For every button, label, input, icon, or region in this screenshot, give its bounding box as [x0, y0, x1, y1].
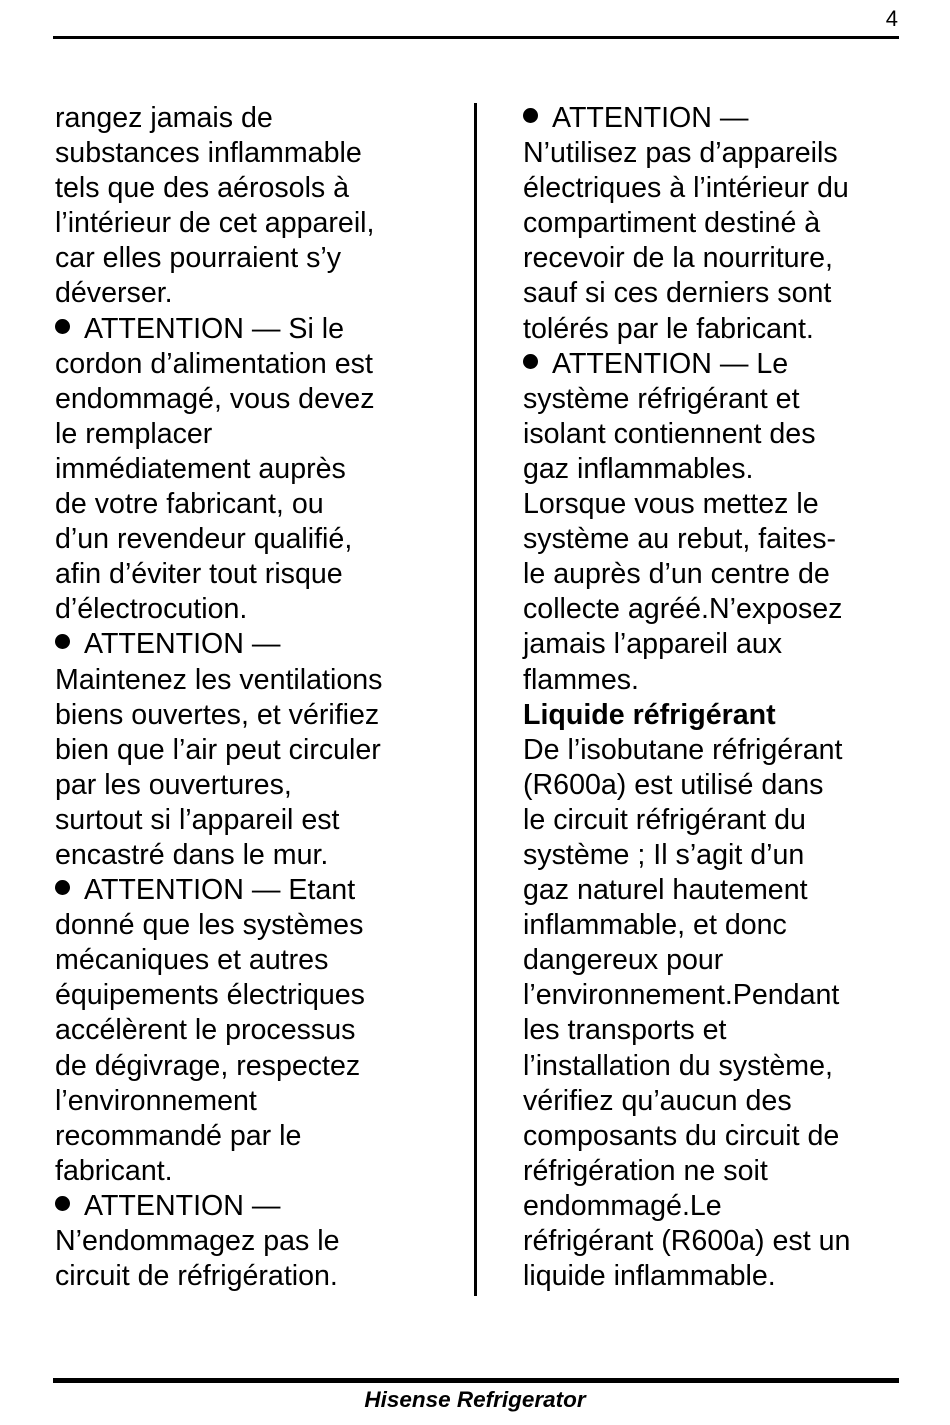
bullet-icon	[55, 319, 70, 334]
line-text: ATTENTION —	[84, 1189, 281, 1222]
text-line	[55, 452, 460, 487]
line-text: composants du circuit de	[523, 1119, 840, 1152]
line-text: réfrigération ne soit	[523, 1154, 768, 1187]
line-text: compartiment destiné à	[523, 207, 821, 240]
text-line	[523, 312, 918, 347]
line-text: Maintenez les ventilations	[55, 663, 383, 696]
text-line	[523, 382, 918, 417]
line-text: tolérés par le fabricant.	[523, 312, 814, 345]
text-line	[55, 557, 460, 592]
line-text: flammes.	[523, 663, 639, 696]
text-line	[55, 698, 460, 733]
text-line	[55, 592, 460, 627]
text-line	[55, 382, 460, 417]
line-text: ATTENTION — Etant	[84, 874, 356, 907]
line-text: l’intérieur de cet appareil,	[55, 207, 375, 240]
text-line	[55, 1154, 460, 1189]
text-line	[523, 627, 918, 662]
bullet-icon	[523, 354, 538, 369]
text-line	[55, 522, 460, 557]
text-line	[55, 1119, 460, 1154]
line-text: accélèrent le processus	[55, 1014, 356, 1047]
line-text: recevoir de la nourriture,	[523, 242, 833, 275]
left-column	[55, 101, 460, 1294]
text-line	[523, 417, 918, 452]
text-line	[523, 1259, 918, 1294]
line-text: biens ouvertes, et vérifiez	[55, 698, 380, 731]
line-text: endommagé, vous devez	[55, 382, 375, 415]
text-line	[523, 592, 918, 627]
text-line	[523, 768, 918, 803]
text-line	[55, 943, 460, 978]
page-number: 4	[885, 6, 898, 31]
bullet-line	[55, 873, 460, 908]
footer-rule	[53, 1378, 899, 1383]
text-line	[523, 1154, 918, 1189]
line-text: substances inflammable	[55, 137, 362, 170]
line-text: fabricant.	[55, 1154, 173, 1187]
line-text: liquide inflammable.	[523, 1260, 776, 1293]
text-line	[55, 487, 460, 522]
line-text: circuit de réfrigération.	[55, 1260, 338, 1293]
line-text: l’installation du système,	[523, 1049, 833, 1082]
line-text: d’électrocution.	[55, 593, 248, 626]
line-text: déverser.	[55, 277, 173, 310]
line-text: le auprès d’un centre de	[523, 558, 830, 591]
text-line	[523, 733, 918, 768]
text-line	[55, 803, 460, 838]
bullet-line	[55, 312, 460, 347]
line-text: gaz naturel hautement	[523, 874, 808, 907]
bullet-icon	[55, 1196, 70, 1211]
bullet-icon	[55, 880, 70, 895]
line-text: afin d’éviter tout risque	[55, 558, 343, 591]
text-line	[523, 838, 918, 873]
line-text: car elles pourraient s’y	[55, 242, 342, 275]
text-line	[55, 136, 460, 171]
section-heading	[523, 698, 918, 733]
line-text: réfrigérant (R600a) est un	[523, 1225, 851, 1257]
line-text: collecte agréé.N’exposez	[523, 593, 843, 626]
footer-brand: Hisense Refrigerator	[364, 1387, 586, 1412]
text-line	[55, 417, 460, 452]
text-line	[523, 1084, 918, 1119]
line-text: mécaniques et autres	[55, 944, 329, 977]
text-line	[55, 347, 460, 382]
text-line	[523, 452, 918, 487]
text-line	[523, 171, 918, 206]
line-text: système au rebut, faites-	[523, 523, 837, 556]
line-text: le circuit réfrigérant du	[523, 803, 806, 836]
bullet-line	[55, 627, 460, 662]
line-text: inflammable, et donc	[523, 909, 787, 942]
text-line	[523, 136, 918, 171]
line-text: système ; Il s’agit d’un	[523, 838, 805, 871]
line-text: gaz inflammables.	[523, 452, 754, 485]
text-line	[55, 241, 460, 276]
text-line	[55, 733, 460, 768]
text-line	[523, 1049, 918, 1084]
line-text: sauf si ces derniers sont	[523, 277, 832, 310]
line-text: (R600a) est utilisé dans	[523, 768, 824, 801]
line-text: surtout si l’appareil est	[55, 803, 340, 836]
line-text: tels que des aérosols à	[55, 172, 350, 205]
text-line	[523, 978, 918, 1013]
text-line	[523, 803, 918, 838]
line-text: cordon d’alimentation est	[55, 347, 373, 380]
text-line	[55, 978, 460, 1013]
line-text: système réfrigérant et	[523, 382, 800, 415]
line-text: par les ouvertures,	[55, 768, 292, 801]
text-line	[55, 908, 460, 943]
text-line	[523, 241, 918, 276]
line-text: l’environnement.Pendant	[523, 979, 840, 1012]
text-line	[523, 206, 918, 241]
text-line	[523, 873, 918, 908]
line-text: dangereux pour	[523, 944, 724, 977]
line-text: ATTENTION —	[84, 628, 281, 661]
line-text: rangez jamais de	[55, 102, 273, 134]
line-text: de dégivrage, respectez	[55, 1049, 361, 1082]
line-text: électriques à l’intérieur du	[523, 172, 849, 205]
line-text: immédiatement auprès	[55, 452, 346, 485]
line-text: ATTENTION —	[552, 102, 749, 134]
line-text: N’utilisez pas d’appareils	[523, 137, 838, 170]
text-line	[523, 1189, 918, 1224]
line-text: équipements électriques	[55, 979, 365, 1012]
line-text: De l’isobutane réfrigérant	[523, 733, 843, 766]
text-line	[55, 1013, 460, 1048]
header-rule	[53, 36, 899, 39]
text-line	[55, 768, 460, 803]
line-text: endommagé.Le	[523, 1189, 722, 1222]
text-line	[523, 908, 918, 943]
line-text: vérifiez qu’aucun des	[523, 1084, 792, 1117]
line-text: donné que les systèmes	[55, 909, 364, 942]
line-text: Liquide réfrigérant	[523, 698, 776, 731]
bullet-line	[55, 1189, 460, 1224]
text-line	[55, 1259, 460, 1294]
text-line	[55, 1224, 460, 1259]
text-line	[523, 1013, 918, 1048]
line-text: Lorsque vous mettez le	[523, 488, 819, 521]
text-line	[55, 101, 460, 136]
text-line	[523, 557, 918, 592]
text-line	[523, 943, 918, 978]
column-divider	[474, 103, 477, 1296]
line-text: jamais l’appareil aux	[523, 628, 783, 661]
line-text: bien que l’air peut circuler	[55, 733, 381, 766]
line-text: N’endommagez pas le	[55, 1225, 340, 1257]
text-line	[55, 171, 460, 206]
line-text: l’environnement	[55, 1084, 257, 1117]
text-line	[55, 1084, 460, 1119]
text-line	[55, 838, 460, 873]
bullet-line	[523, 347, 918, 382]
line-text: de votre fabricant, ou	[55, 488, 324, 521]
line-text: ATTENTION — Le	[552, 347, 789, 380]
bullet-icon	[523, 108, 538, 123]
text-line	[55, 276, 460, 311]
line-text: les transports et	[523, 1014, 727, 1047]
right-column	[523, 101, 918, 1294]
line-text: le remplacer	[55, 417, 213, 450]
text-line	[523, 1224, 918, 1259]
text-line	[523, 276, 918, 311]
line-text: encastré dans le mur.	[55, 838, 329, 871]
text-line	[523, 663, 918, 698]
text-line	[55, 1049, 460, 1084]
text-line	[523, 1119, 918, 1154]
text-line	[523, 522, 918, 557]
text-line	[55, 206, 460, 241]
line-text: isolant contiennent des	[523, 417, 816, 450]
line-text: recommandé par le	[55, 1119, 302, 1152]
line-text: d’un revendeur qualifié,	[55, 523, 353, 556]
text-line	[523, 487, 918, 522]
text-line	[55, 663, 460, 698]
bullet-line	[523, 101, 918, 136]
line-text: ATTENTION — Si le	[84, 312, 345, 345]
bullet-icon	[55, 634, 70, 649]
